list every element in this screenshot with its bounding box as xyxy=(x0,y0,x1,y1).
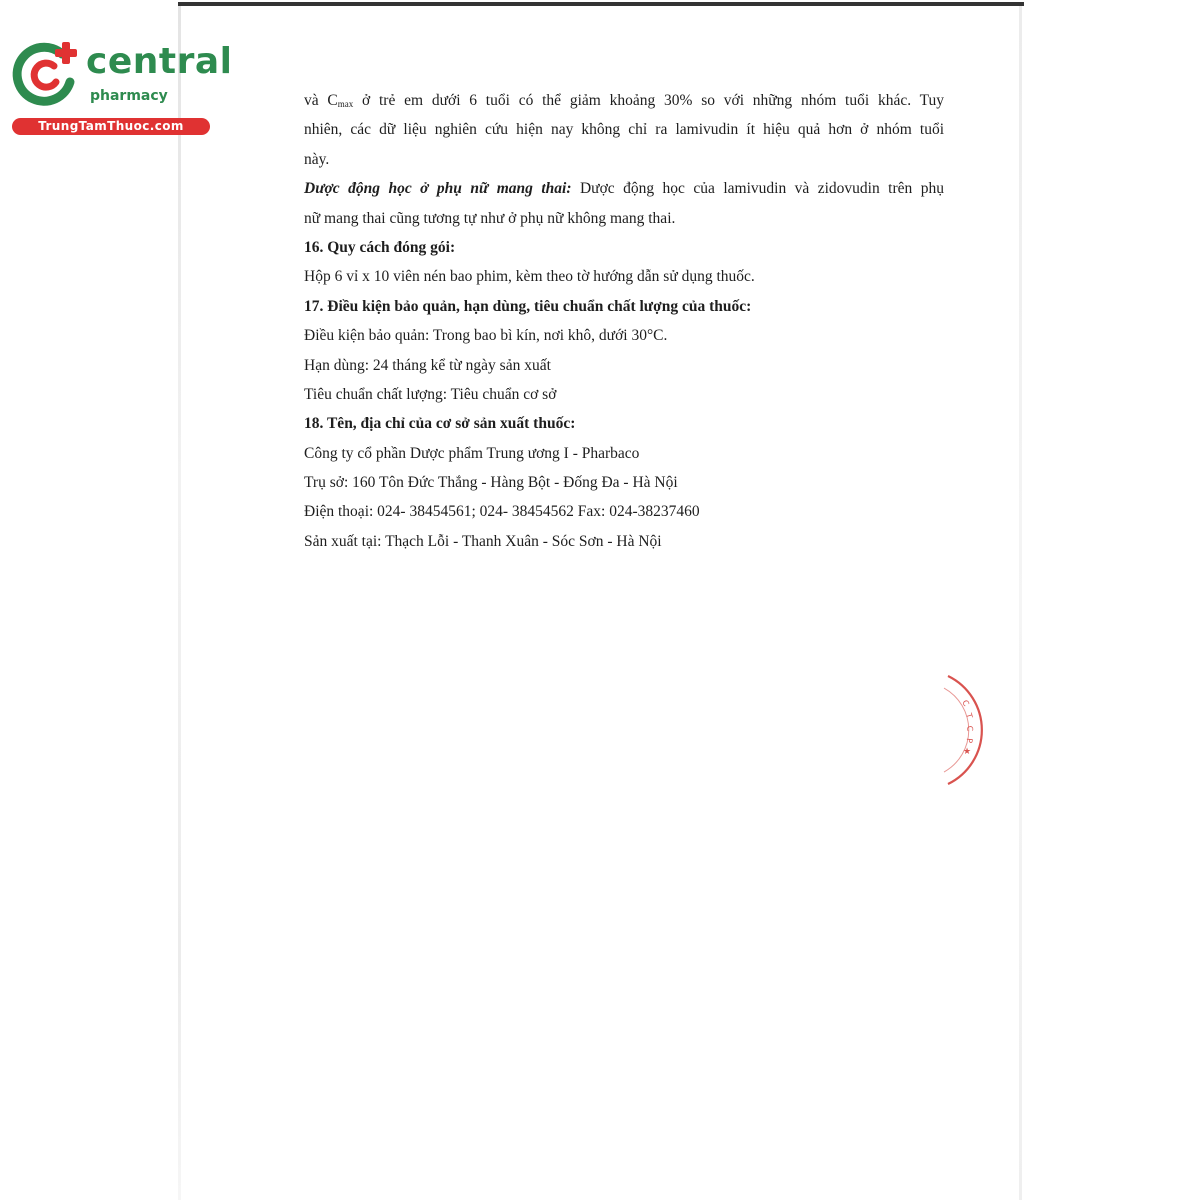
svg-text:C: C xyxy=(965,725,975,732)
pregnancy-line-2: nữ mang thai cũng tương tự như ở phụ nữ không mang thai. xyxy=(304,209,676,227)
central-pharmacy-logo xyxy=(10,38,233,138)
storage-condition: Điều kiện bảo quản: Trong bao bì kín, nơi khô, dưới 30°C. xyxy=(304,327,668,345)
company-stamp-icon xyxy=(940,670,990,790)
pk-line-2: nhiên, các dữ liệu nghiên cứu hiện nay không chỉ ra lamivudin ít hiệu quả hơn ở nhóm tuổi xyxy=(304,121,944,139)
section-16-text: Hộp 6 vỉ x 10 viên nén bao phim, kèm theo tờ hướng dẫn sử dụng thuốc. xyxy=(304,268,755,286)
head-office-address: Trụ sở: 160 Tôn Đức Thắng - Hàng Bột - Đống Đa - Hà Nội xyxy=(304,474,678,492)
pk-line-1-suffix: ở trẻ em dưới 6 tuổi có thể giảm khoảng 30% so với những nhóm tuổi khác. Tuy xyxy=(353,92,944,109)
scan-top-edge xyxy=(178,2,1024,6)
svg-text:T: T xyxy=(964,712,975,720)
shelf-life: Hạn dùng: 24 tháng kể từ ngày sản xuất xyxy=(304,356,551,374)
pk-line-3: này. xyxy=(304,150,330,168)
svg-text:C: C xyxy=(960,698,971,708)
pk-line-1-prefix: và C xyxy=(304,92,338,109)
logo-name: central xyxy=(86,41,233,82)
logo-subtitle: pharmacy xyxy=(90,88,168,104)
svg-text:P: P xyxy=(964,737,974,744)
cmax-subscript: max xyxy=(337,99,354,109)
pharmacy-cross-logo-icon xyxy=(10,38,82,110)
pregnancy-lead: Dược động học ở phụ nữ mang thai: xyxy=(304,180,572,198)
document-body xyxy=(304,86,944,556)
svg-text:★: ★ xyxy=(963,747,972,757)
section-16-heading: 16. Quy cách đóng gói: xyxy=(304,238,456,256)
factory-address: Sản xuất tại: Thạch Lỗi - Thanh Xuân - Sóc Sơn - Hà Nội xyxy=(304,532,662,550)
section-18-heading: 18. Tên, địa chỉ của cơ sở sản xuất thuốc: xyxy=(304,415,576,433)
pk-line-1 xyxy=(304,86,944,115)
company-name: Công ty cổ phần Dược phẩm Trung ương I - Pharbaco xyxy=(304,444,640,462)
logo-website: TrungTamThuoc.com xyxy=(12,118,210,135)
phone-fax: Điện thoại: 024- 38454561; 024- 38454562 Fax: 024-38237460 xyxy=(304,503,700,521)
scan-right-edge xyxy=(1019,6,1022,1200)
scan-left-edge xyxy=(178,6,181,1200)
pregnancy-line-1-rest: Dược động học của lamivudin và zidovudin trên phụ xyxy=(571,180,944,198)
pregnancy-line-1 xyxy=(304,174,944,203)
section-17-heading: 17. Điều kiện bảo quản, hạn dùng, tiêu chuẩn chất lượng của thuốc: xyxy=(304,297,752,315)
quality-standard: Tiêu chuẩn chất lượng: Tiêu chuẩn cơ sở xyxy=(304,385,557,403)
